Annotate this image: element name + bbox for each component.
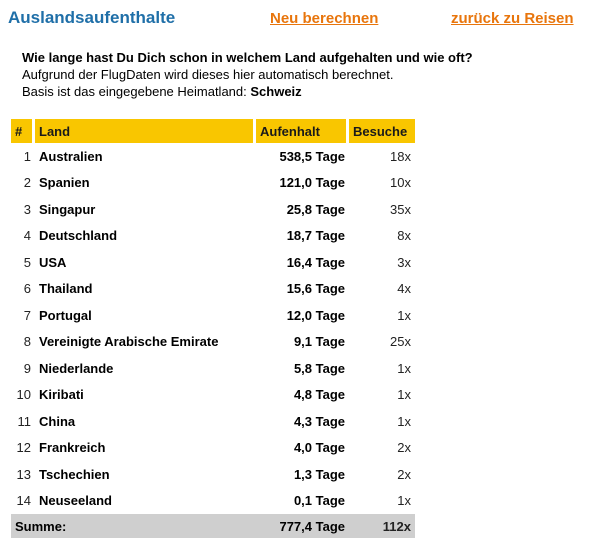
- table-row: [11, 276, 415, 303]
- row-number: 5: [23, 254, 31, 270]
- row-country: Tschechien: [39, 466, 110, 482]
- table-row: [11, 382, 415, 409]
- row-stay-days: 4,3 Tage: [293, 413, 345, 429]
- page-header: [8, 8, 598, 32]
- row-visit-count: 1x: [397, 387, 411, 403]
- table-row: [11, 488, 415, 515]
- row-stay-days: 1,3 Tage: [293, 466, 345, 482]
- row-visit-count: 8x: [397, 228, 411, 244]
- row-visit-count: 25x: [390, 334, 411, 350]
- row-visit-count: 10x: [390, 175, 411, 191]
- row-country: Niederlande: [39, 360, 114, 376]
- row-stay-days: 25,8 Tage: [286, 201, 345, 217]
- row-country: USA: [39, 254, 67, 270]
- row-country: Thailand: [39, 281, 93, 297]
- row-country: Singapur: [39, 201, 96, 217]
- row-stay-days: 4,0 Tage: [293, 440, 345, 456]
- row-stay-days: 0,1 Tage: [293, 493, 345, 509]
- row-visit-count: 1x: [397, 307, 411, 323]
- row-visit-count: 2x: [397, 466, 411, 482]
- intro-text: [22, 49, 473, 100]
- row-stay-days: 9,1 Tage: [293, 334, 345, 350]
- home-country-value: Schweiz: [250, 84, 302, 99]
- intro-home-country: [22, 83, 473, 100]
- row-country: Frankreich: [39, 440, 106, 456]
- row-country: Deutschland: [39, 228, 118, 244]
- row-number: 4: [23, 228, 31, 244]
- row-number: 8: [23, 334, 31, 350]
- row-visit-count: 1x: [397, 413, 411, 429]
- row-number: 7: [23, 307, 31, 323]
- row-number: 3: [23, 201, 31, 217]
- row-number: 14: [16, 493, 31, 509]
- table-row: [11, 329, 415, 356]
- table-header-row: [11, 119, 415, 143]
- row-visit-count: 4x: [397, 281, 411, 297]
- stays-table: [11, 119, 415, 538]
- table-row: [11, 302, 415, 329]
- row-country: Portugal: [39, 307, 92, 323]
- back-to-trips-link[interactable]: zurück zu Reisen: [451, 10, 574, 27]
- row-number: 13: [16, 466, 31, 482]
- row-country: Spanien: [39, 175, 90, 191]
- table-row: [11, 461, 415, 488]
- summary-visits: 112x: [349, 514, 415, 538]
- row-stay-days: 5,8 Tage: [293, 360, 345, 376]
- home-country-prefix: Basis ist das eingegebene Heimatland:: [22, 84, 251, 99]
- row-number: 10: [16, 387, 31, 403]
- row-stay-days: 4,8 Tage: [293, 387, 345, 403]
- row-visit-count: 1x: [397, 493, 411, 509]
- row-number: 6: [23, 281, 31, 297]
- column-header-country: Land: [35, 119, 256, 143]
- row-visit-count: 3x: [397, 254, 411, 270]
- row-number: 2: [23, 175, 31, 191]
- column-header-visits: Besuche: [349, 119, 415, 143]
- row-stay-days: 12,0 Tage: [286, 307, 345, 323]
- column-header-stay: Aufenhalt: [256, 119, 349, 143]
- summary-days: 777,4 Tage: [256, 514, 349, 538]
- summary-row: [11, 514, 415, 538]
- row-number: 1: [23, 148, 31, 164]
- row-visit-count: 18x: [390, 148, 411, 164]
- row-stay-days: 15,6 Tage: [286, 281, 345, 297]
- intro-question: Wie lange hast Du Dich schon in welchem Land aufgehalten und wie oft?: [22, 50, 473, 65]
- row-country: China: [39, 413, 76, 429]
- row-visit-count: 1x: [397, 360, 411, 376]
- row-stay-days: 538,5 Tage: [279, 148, 345, 164]
- row-number: 11: [17, 413, 31, 429]
- table-row: [11, 143, 415, 170]
- row-country: Vereinigte Arabische Emirate: [39, 334, 219, 350]
- row-stay-days: 16,4 Tage: [286, 254, 345, 270]
- recalculate-link[interactable]: Neu berechnen: [270, 10, 379, 27]
- row-stay-days: 121,0 Tage: [279, 175, 345, 191]
- intro-description: Aufgrund der FlugDaten wird dieses hier automatisch berechnet.: [22, 67, 394, 82]
- row-country: Kiribati: [39, 387, 84, 403]
- summary-label: Summe:: [11, 514, 256, 538]
- row-number: 12: [16, 440, 31, 456]
- table-row: [11, 196, 415, 223]
- row-stay-days: 18,7 Tage: [286, 228, 345, 244]
- row-visit-count: 35x: [390, 201, 411, 217]
- row-number: 9: [23, 360, 31, 376]
- table-row: [11, 170, 415, 197]
- column-header-number: #: [11, 119, 35, 143]
- table-row: [11, 408, 415, 435]
- row-country: Australien: [39, 148, 103, 164]
- table-row: [11, 435, 415, 462]
- row-country: Neuseeland: [39, 493, 112, 509]
- table-row: [11, 355, 415, 382]
- table-row: [11, 249, 415, 276]
- row-visit-count: 2x: [397, 440, 411, 456]
- page-title: Auslandsaufenthalte: [8, 8, 176, 27]
- table-row: [11, 223, 415, 250]
